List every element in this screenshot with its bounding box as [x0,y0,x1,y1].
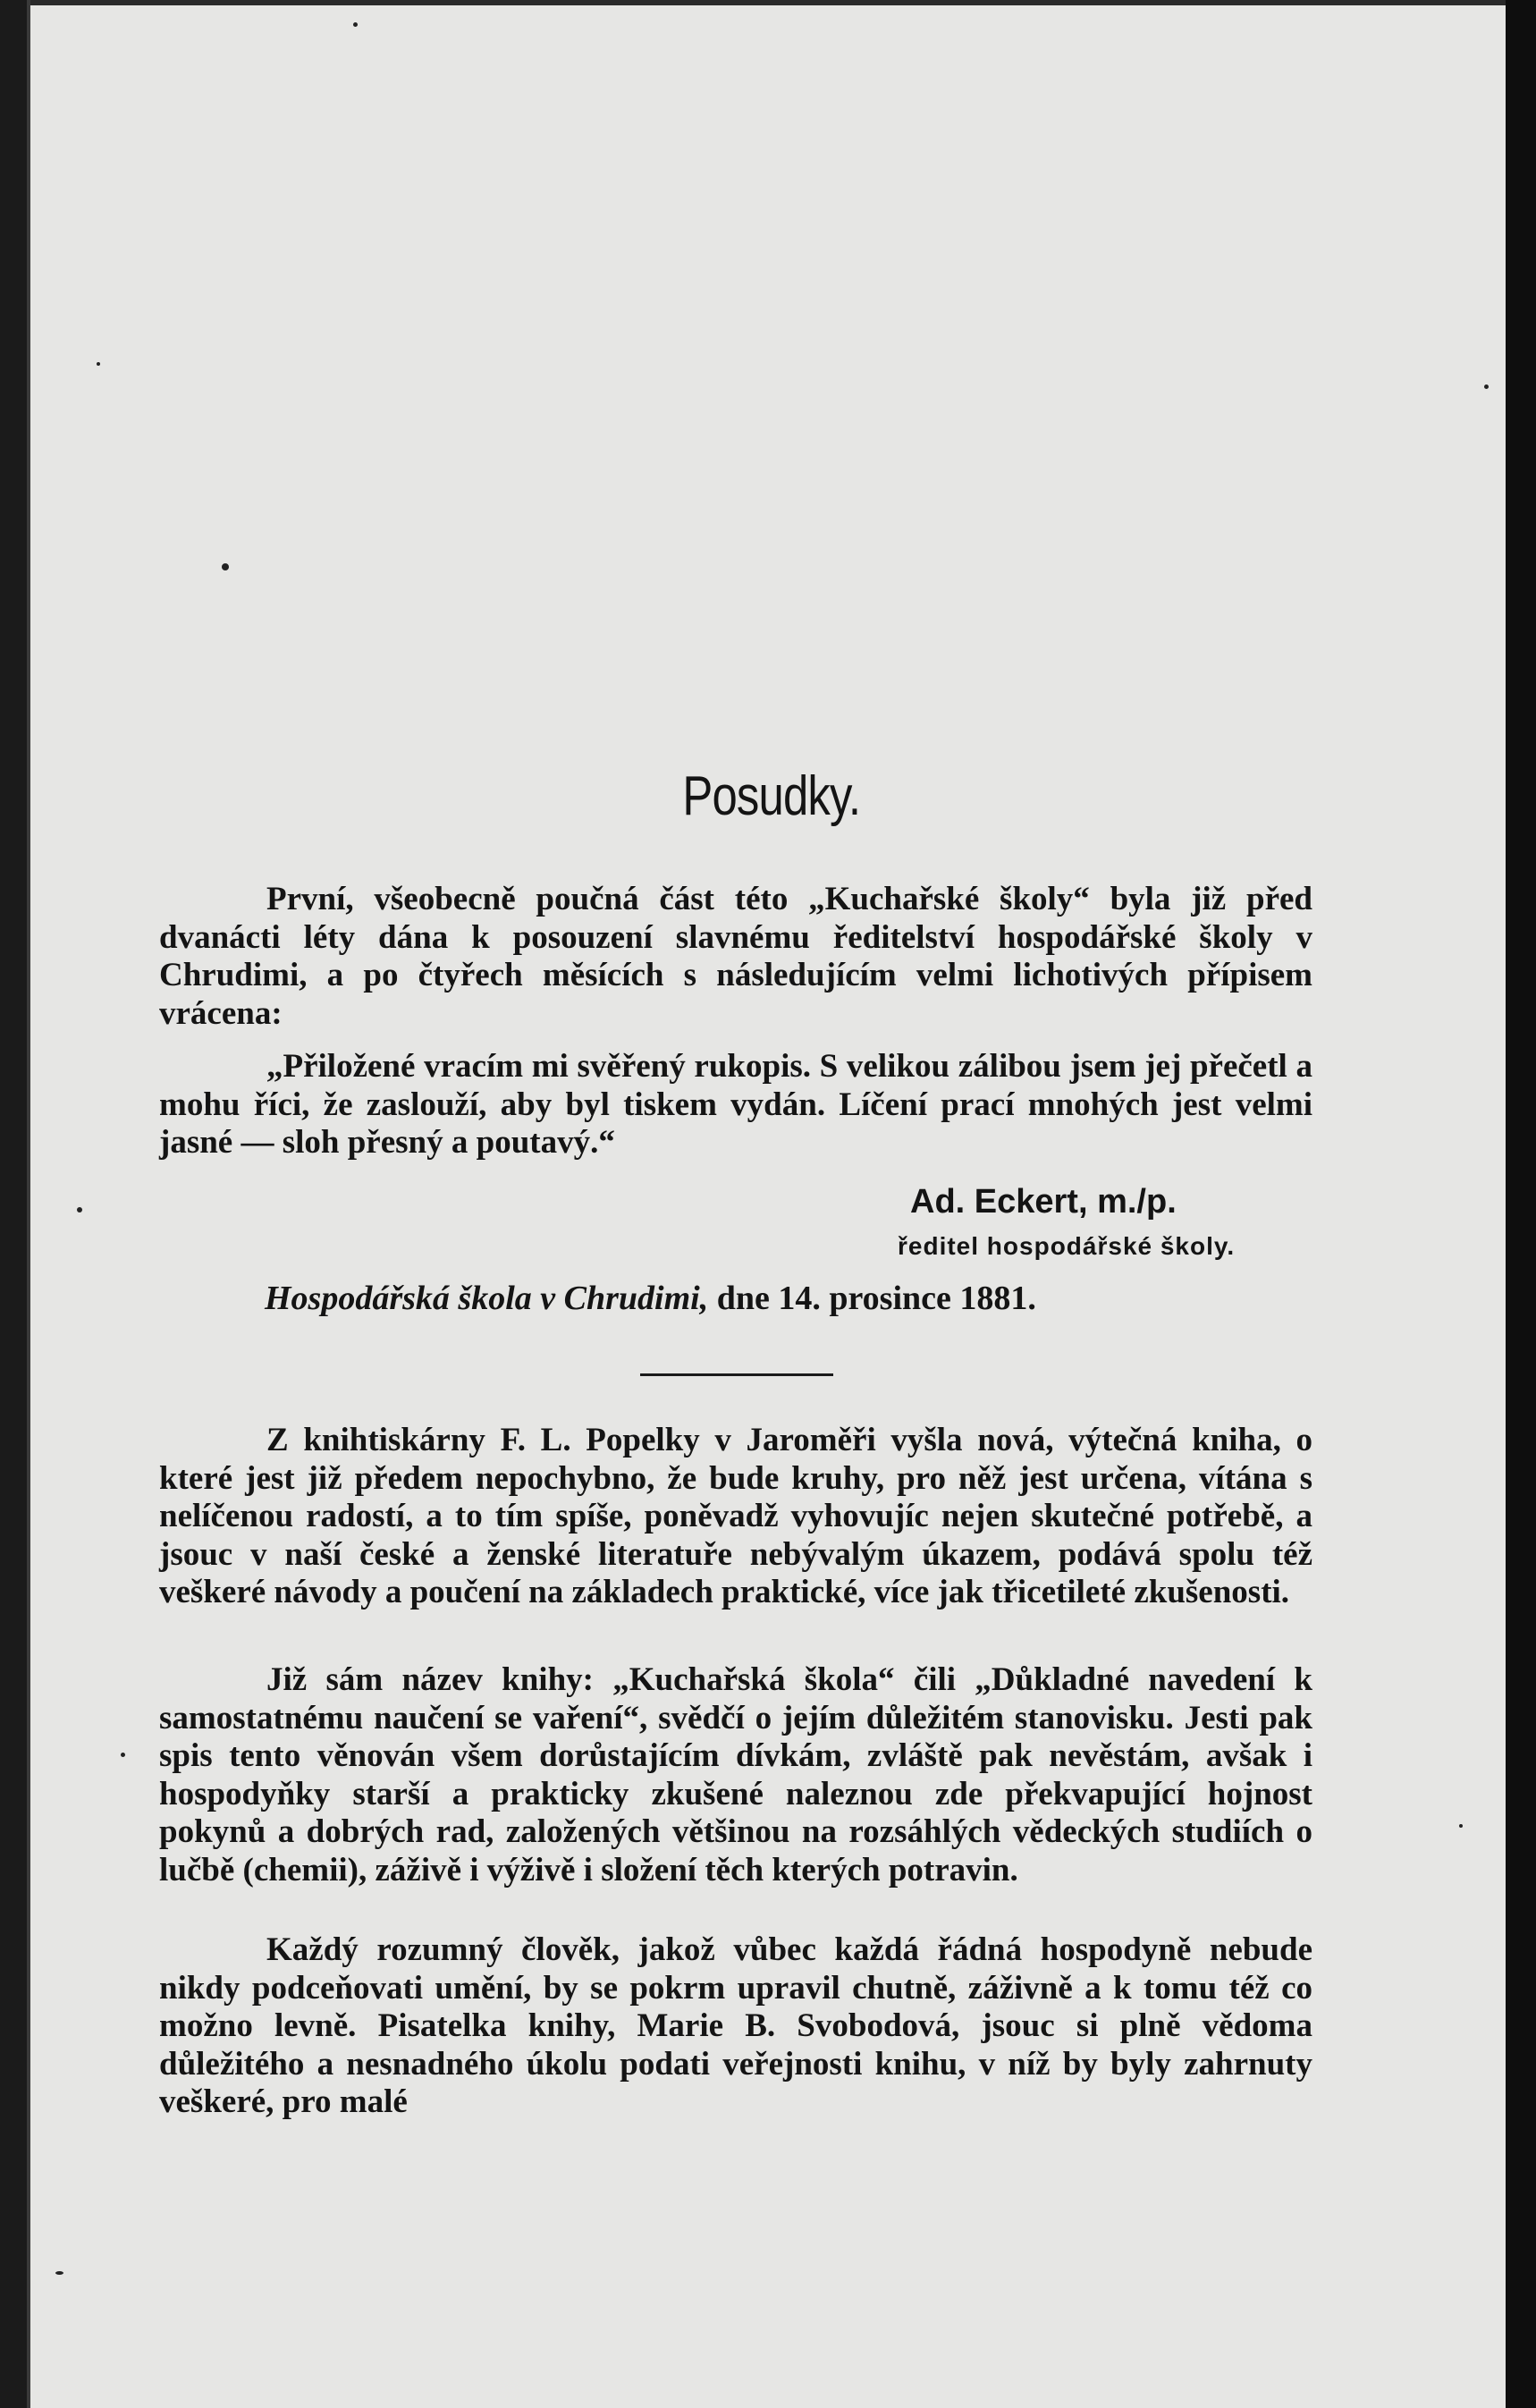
dateline [265,1279,1036,1318]
dateline-date: dne 14. prosince 1881. [716,1280,1036,1317]
signature-name: Ad. Eckert, m./p. [910,1183,1177,1221]
scan-left-edge [0,0,27,2408]
scan-left-binding [27,0,30,2408]
scan-speck [1484,384,1489,389]
paragraph-review-2: Již sám název knihy: „Kuchařská škola“ čili „Důkladné navedení k samostatnému naučení se vaření“, svědčí o jejím důležitém stanovisku. Jesti pak spis tento věnován všem dorůstajícím dívkám, zvláště pak nevěstám, avšak i hospodyňky starší a prakticky zkušené naleznou zde překvapující hojnost pokynů a dobrých rad, založených většinou na rozsáhlých vědeckých studiích o lučbě (chemii), záživě i výživě i složení těch kterých potravin. [159,1661,1312,1888]
section-divider [640,1373,833,1376]
dateline-place: Hospodářská škola v Chrudimi, [265,1280,709,1317]
paragraph-quote: „Přiložené vracím mi svěřený rukopis. S velikou zálibou jsem jej přečetl a mohu říci, že zaslouží, aby byl tiskem vydán. Líčení prací mnohých jest velmi jasné — sloh přesný a poutavý.“ [159,1048,1312,1161]
scan-speck [55,2271,63,2275]
scan-speck [1459,1824,1463,1828]
scan-speck [222,563,229,570]
paragraph-review-1: Z knihtiskárny F. L. Popelky v Jaroměři vyšla nová, výtečná kniha, o které jest již předem nepochybno, že bude kruhy, pro něž jest určena, vítána s nelíčenou radostí, a to tím spíše, poněvadž vyhovujíc nejen skutečné potřebě, a jsouc v naší české a ženské literatuře nebývalým úkazem, podává spolu též veškeré návody a poučení na základech praktické, více jak třicetileté zkušenosti. [159,1422,1312,1610]
signature-role: ředitel hospodářské školy. [898,1232,1236,1260]
scan-top-edge [0,0,1536,5]
scan-right-edge [1506,0,1536,2408]
scan-speck [121,1753,125,1757]
page-title: Posudky. [682,765,861,827]
scan-speck [97,362,100,366]
paragraph-review-3: Každý rozumný člověk, jakož vůbec každá řádná hospodyně nebude nikdy podceňovati umění, by se pokrm upravil chutně, záživně a k tomu též co možno levně. Pisatelka knihy, Marie B. Svobodová, jsouc si plně vědoma důležitého a nesnadného úkolu podati veřejnosti knihu, v níž by byly zahrnuty veškeré, pro malé [159,1931,1312,2120]
paragraph-intro: První, všeobecně poučná část této „Kuchařské školy“ byla již před dvanácti léty dána k posouzení slavnému ředitelství hospodářské školy v Chrudimi, a po čtyřech měsících s následujícím velmi lichotivých přípisem vrácena: [159,881,1312,1032]
scan-speck [353,22,358,27]
scan-speck [77,1207,82,1212]
